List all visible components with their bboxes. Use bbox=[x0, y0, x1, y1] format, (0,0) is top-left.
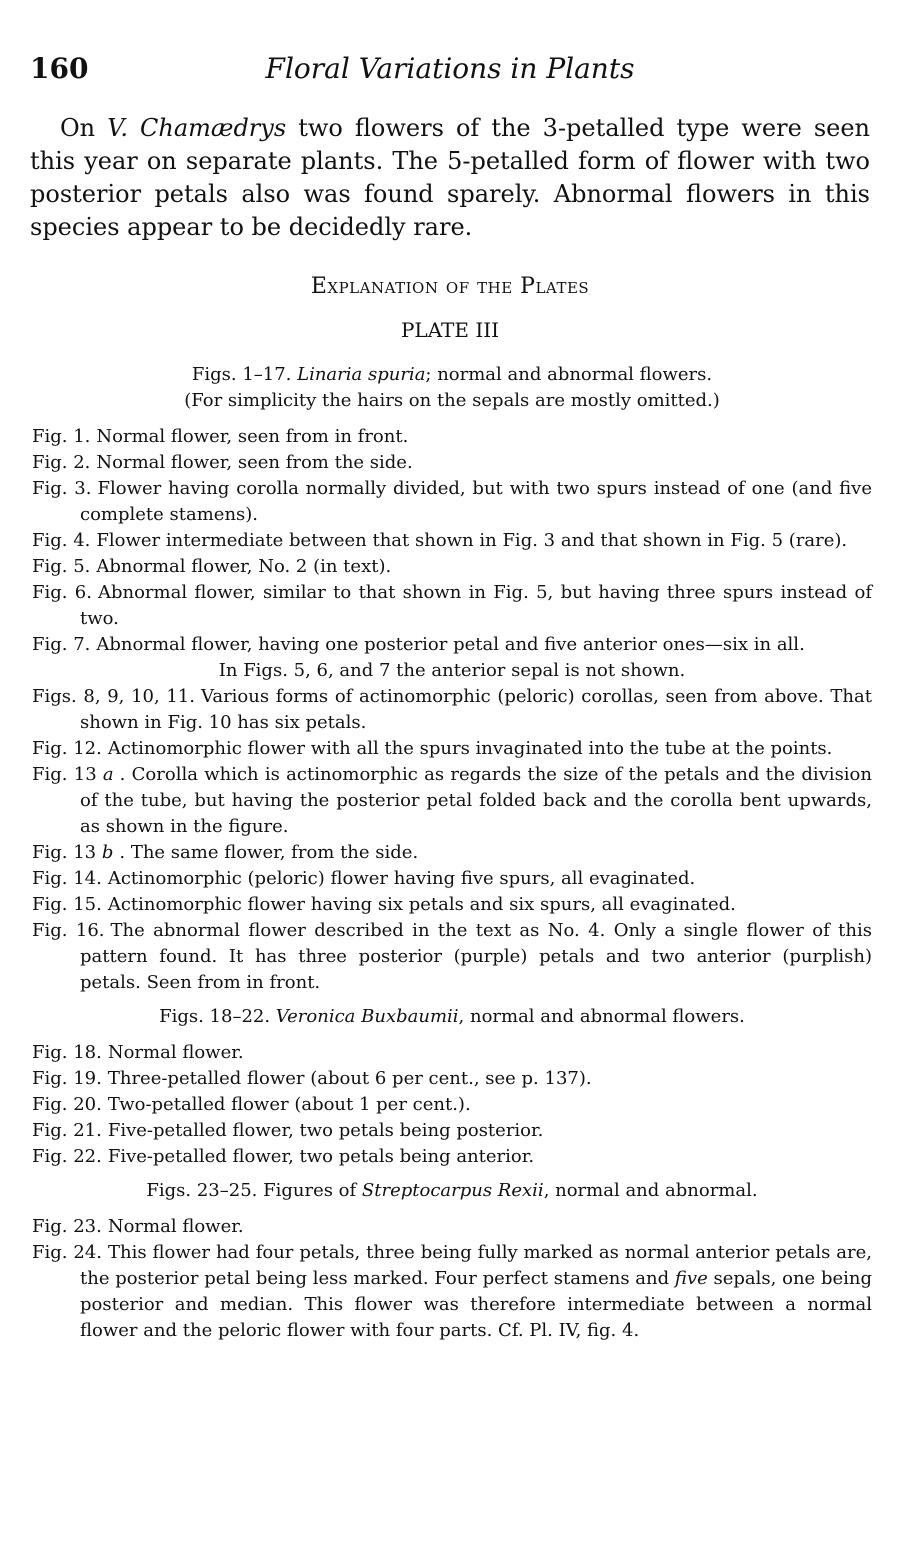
figure-entry bbox=[32, 1240, 872, 1344]
figure-entry bbox=[32, 1144, 872, 1170]
figure-description: Three-petalled flower (about 6 per cent., see p. 137). bbox=[107, 1068, 592, 1089]
figure-description: This flower had four petals, three being fully marked as normal anterior petals are, the posterior petal being less marked. Four perfect stamens and bbox=[80, 1242, 872, 1289]
caption-prefix: Figs. 23–25. Figures of bbox=[146, 1180, 362, 1201]
figure-entry bbox=[32, 632, 872, 658]
figure-description: . The same flower, from the side. bbox=[119, 842, 419, 863]
figure-entry bbox=[32, 762, 872, 840]
group-caption-veronica bbox=[32, 1004, 872, 1030]
figure-entry bbox=[32, 1118, 872, 1144]
figure-list-linaria-3 bbox=[32, 866, 872, 996]
caption-subnote: (For simplicity the hairs on the sepals are mostly omitted.) bbox=[184, 390, 720, 411]
species-name: Streptocarpus Rexii bbox=[361, 1180, 544, 1201]
figure-description: The abnormal flower described in the text as No. 4. Only a single flower of this pattern found. It has three posterior (purple) petals and two anterior (purplish) petals. Seen from in front. bbox=[80, 920, 872, 993]
figure-entry bbox=[32, 476, 872, 528]
figure-entry bbox=[32, 1092, 872, 1118]
figure-description: Abnormal flower, No. 2 (in text). bbox=[96, 556, 392, 577]
figure-description: Five-petalled flower, two petals being anterior. bbox=[107, 1146, 535, 1167]
species-name: V. Chamædrys bbox=[107, 114, 287, 142]
caption-prefix: Figs. 18–22. bbox=[159, 1006, 276, 1027]
figure-number: Fig. 23. bbox=[32, 1216, 102, 1237]
figure-number: Fig. 22. bbox=[32, 1146, 102, 1167]
figure-description: Flower intermediate between that shown in Fig. 3 and that shown in Fig. 5 (rare). bbox=[96, 530, 848, 551]
figure-number: Fig. 2. bbox=[32, 452, 91, 473]
figure-description: Actinomorphic (peloric) flower having five spurs, all evaginated. bbox=[107, 868, 696, 889]
intro-text-start: On bbox=[60, 114, 108, 142]
figure-description: Flower having corolla normally divided, but with two spurs instead of one (and five complete stamens). bbox=[80, 478, 872, 525]
figure-description: Normal flower, seen from in front. bbox=[96, 426, 409, 447]
running-title: Floral Variations in Plants bbox=[265, 52, 635, 85]
section-title: Explanation of the Plates bbox=[310, 274, 590, 299]
figure-description: Normal flower. bbox=[107, 1042, 244, 1063]
figure-number: Fig. 12. bbox=[32, 738, 102, 759]
figure-list-veronica bbox=[32, 1040, 872, 1170]
figure-number: Fig. 7. bbox=[32, 634, 91, 655]
figure-number: Figs. 8, 9, 10, 11. bbox=[32, 686, 195, 707]
plate-title: PLATE III bbox=[400, 318, 500, 342]
caption-suffix: , normal and abnormal. bbox=[543, 1180, 758, 1201]
figure-entry bbox=[32, 450, 872, 476]
figure-list-linaria-2 bbox=[32, 684, 872, 762]
figure-entry bbox=[32, 1214, 872, 1240]
figure-note: In Figs. 5, 6, and 7 the anterior sepal is not shown. bbox=[218, 660, 686, 681]
figure-entry bbox=[32, 918, 872, 996]
figure-number: Fig. 15. bbox=[32, 894, 102, 915]
figure-number: Fig. 13 b bbox=[32, 842, 114, 863]
figure-number: Fig. 20. bbox=[32, 1094, 102, 1115]
figure-number: Fig. 14. bbox=[32, 868, 102, 889]
figure-number: Fig. 18. bbox=[32, 1042, 102, 1063]
species-name: Linaria spuria bbox=[297, 364, 426, 385]
intro-paragraph bbox=[30, 112, 870, 244]
caption-suffix: , normal and abnormal flowers. bbox=[458, 1006, 745, 1027]
figure-description: Actinomorphic flower having six petals and six spurs, all evaginated. bbox=[107, 894, 736, 915]
figure-entry bbox=[32, 424, 872, 450]
caption-suffix: ; normal and abnormal flowers. bbox=[425, 364, 713, 385]
figure-number: Fig. 19. bbox=[32, 1068, 102, 1089]
caption-prefix: Figs. 1–17. bbox=[191, 364, 298, 385]
figure-entry bbox=[32, 684, 872, 736]
page-number: 160 bbox=[30, 52, 89, 85]
page-header bbox=[30, 52, 870, 92]
figure-description: Normal flower, seen from the side. bbox=[96, 452, 413, 473]
figure-entry bbox=[32, 554, 872, 580]
figure-list-linaria bbox=[32, 424, 872, 658]
figure-number: Fig. 6. bbox=[32, 582, 92, 603]
figure-entry bbox=[32, 1040, 872, 1066]
figure-description-end: sepals, one being posterior and median. This flower was therefore intermediate between a normal flower and the peloric flower with four parts. Cf. Pl. IV, fig. 4. bbox=[80, 1268, 873, 1341]
plate-explanations bbox=[32, 362, 872, 1344]
intro-text bbox=[30, 112, 870, 244]
figure-number: Fig. 3. bbox=[32, 478, 92, 499]
group-caption-streptocarpus bbox=[32, 1178, 872, 1204]
intro-text-rest: two flowers of the 3-petalled type were seen this year on separate plants. The 5-petalled form of flower with two posterior petals also was found sparely. Abnormal flowers in this species appear to be decidedly rare. bbox=[30, 114, 871, 241]
figure-number: Fig. 5. bbox=[32, 556, 91, 577]
figure-number: Fig. 13 a bbox=[32, 764, 114, 785]
species-name: Veronica Buxbaumii bbox=[275, 1006, 459, 1027]
figure-entry bbox=[32, 1066, 872, 1092]
figure-description: Two-petalled flower (about 1 per cent.). bbox=[107, 1094, 471, 1115]
figure-entry bbox=[32, 580, 872, 632]
group-caption-linaria bbox=[32, 362, 872, 414]
figure-description: Abnormal flower, similar to that shown in Fig. 5, but having three spurs instead of two. bbox=[80, 582, 872, 629]
figure-description: Various forms of actinomorphic (peloric) corollas, seen from above. That shown in Fig. 10 has six petals. bbox=[80, 686, 872, 733]
figure-number: Fig. 24. bbox=[32, 1242, 103, 1263]
figure-description: Actinomorphic flower with all the spurs invaginated into the tube at the points. bbox=[107, 738, 833, 759]
figure-number: Fig. 4. bbox=[32, 530, 91, 551]
figure-number: Fig. 21. bbox=[32, 1120, 102, 1141]
figure-number: Fig. 1. bbox=[32, 426, 91, 447]
figure-entry bbox=[32, 866, 872, 892]
figure-description-emphasis: five bbox=[674, 1268, 708, 1289]
figure-description: Normal flower. bbox=[107, 1216, 244, 1237]
figure-entry bbox=[32, 528, 872, 554]
figure-entry bbox=[32, 736, 872, 762]
figure-entry bbox=[32, 840, 872, 866]
figure-description: Abnormal flower, having one posterior petal and five anterior ones—six in all. bbox=[96, 634, 805, 655]
figure-entry bbox=[32, 892, 872, 918]
figure-number: Fig. 16. bbox=[32, 920, 105, 941]
figure-description: . Corolla which is actinomorphic as regards the size of the petals and the division of the tube, but having the posterior petal folded back and the corolla bent upwards, as shown in the figure. bbox=[80, 764, 872, 837]
figure-description: Five-petalled flower, two petals being posterior. bbox=[107, 1120, 544, 1141]
